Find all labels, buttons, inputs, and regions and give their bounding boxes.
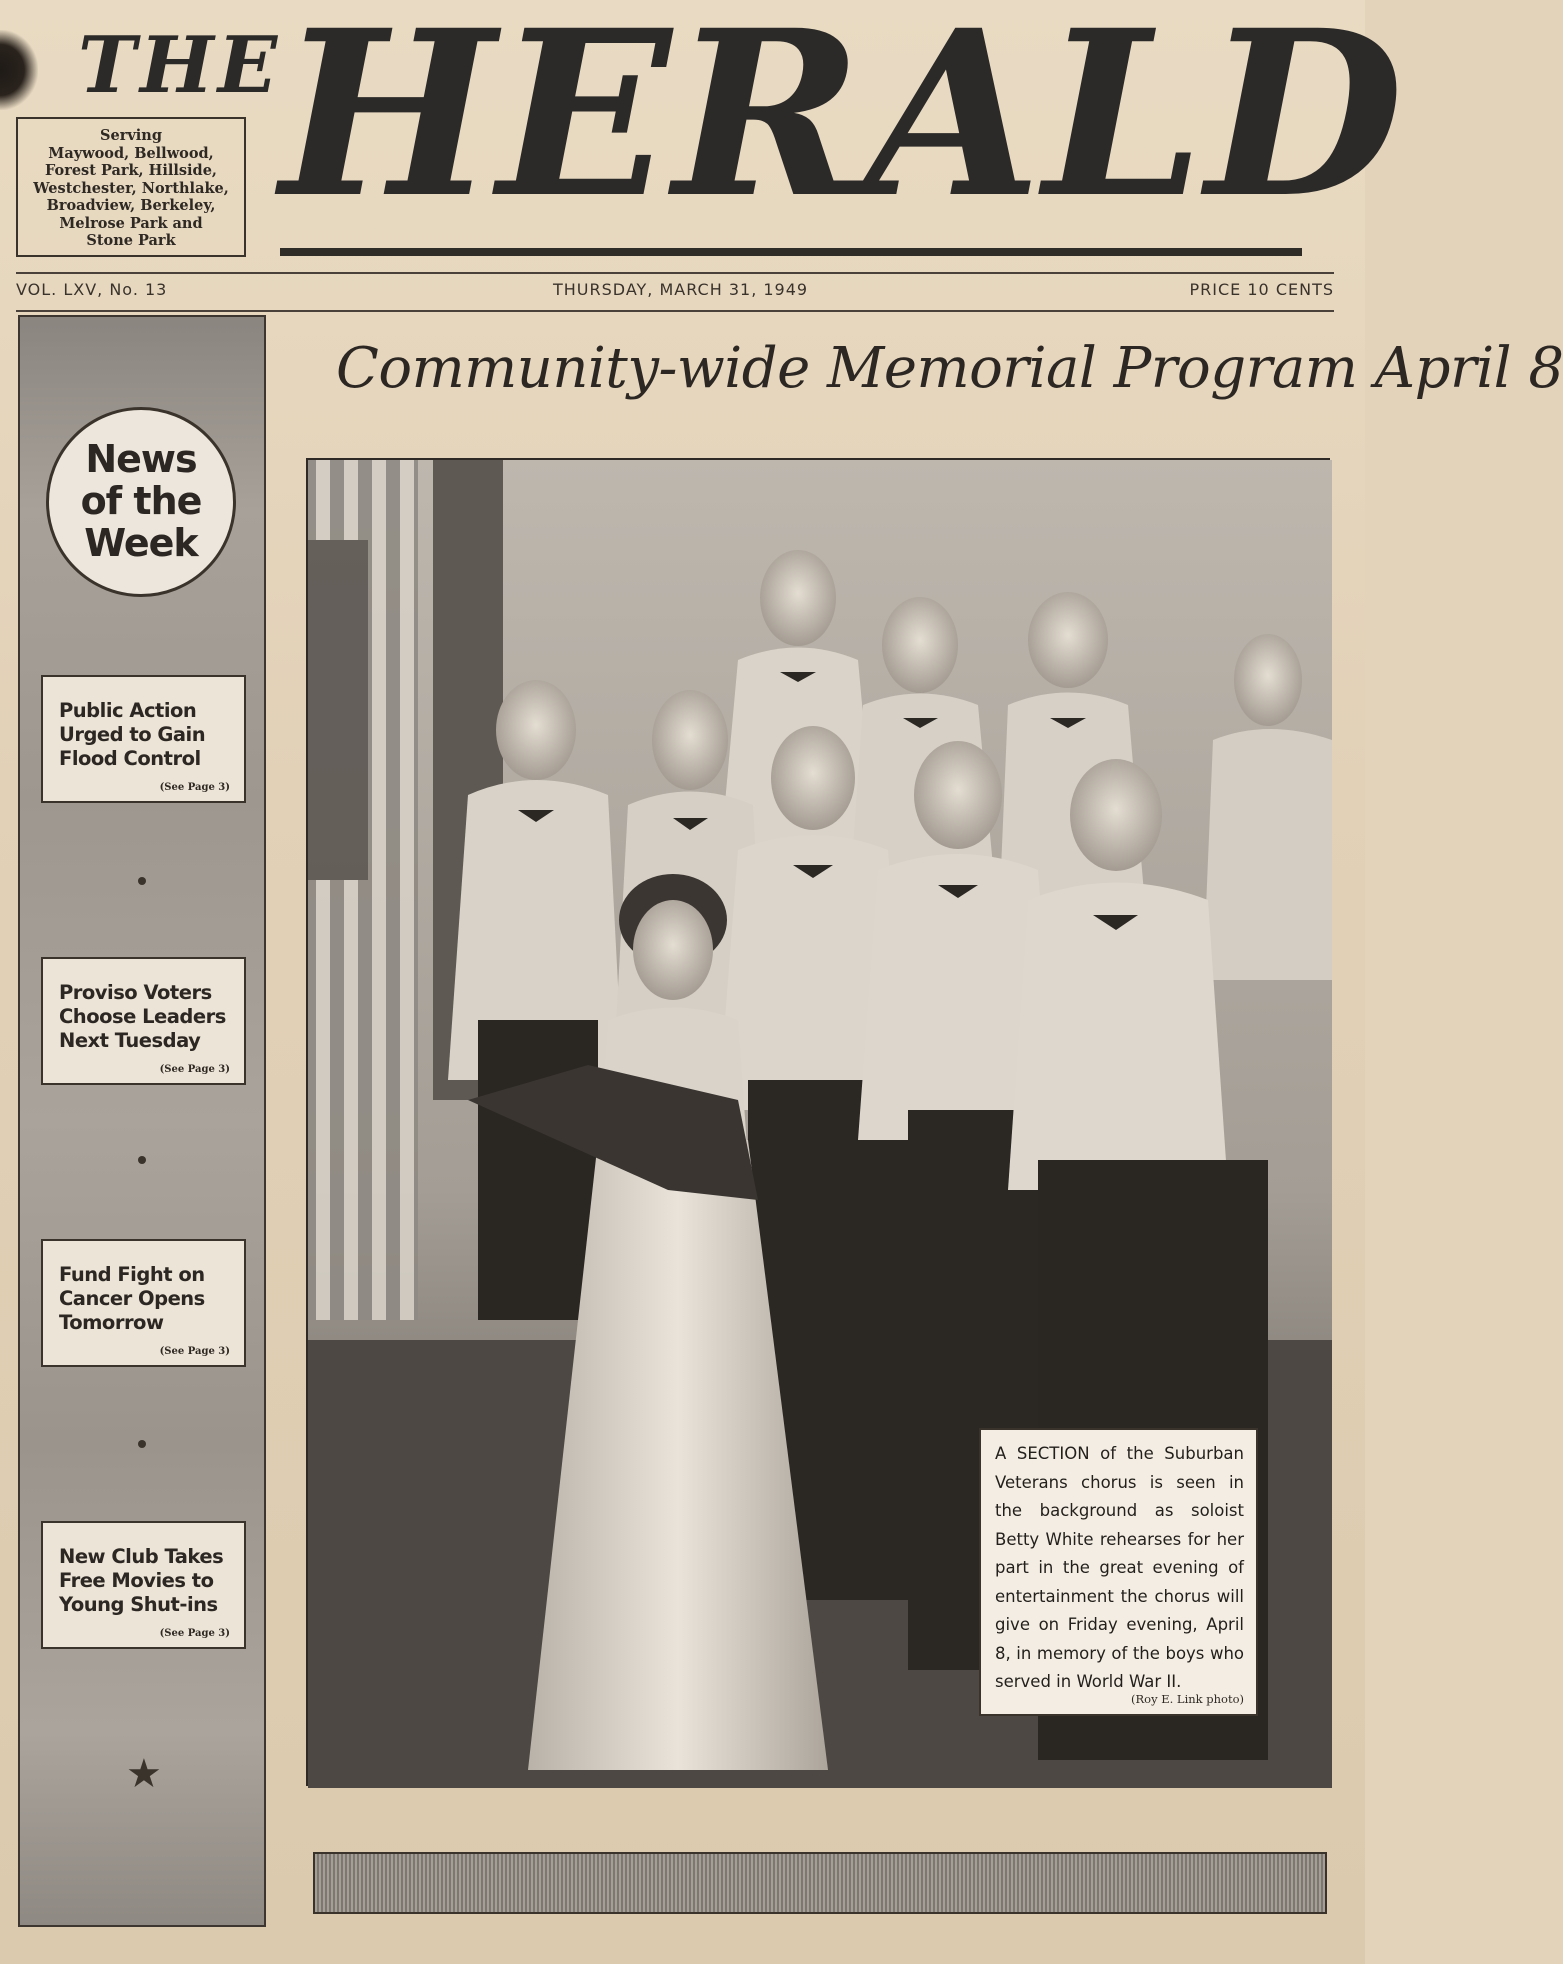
serving-line: Broadview, Berkeley, xyxy=(46,197,216,214)
price: PRICE 10 CENTS xyxy=(1189,280,1334,299)
photo-caption-box xyxy=(979,1428,1258,1716)
masthead-the: THE xyxy=(78,20,282,111)
serving-line: Forest Park, Hillside, xyxy=(45,162,217,179)
badge-line: of the xyxy=(80,479,202,523)
serving-line: Serving xyxy=(100,127,162,144)
bullet-dot xyxy=(138,877,146,885)
serving-line: Melrose Park and xyxy=(59,214,203,232)
news-brief-line: Flood Control xyxy=(59,747,201,770)
volume-number: VOL. LXV, No. 13 xyxy=(16,280,168,299)
news-brief-line: Next Tuesday xyxy=(59,1029,201,1052)
decorative-bar xyxy=(313,1852,1327,1914)
news-of-the-week-badge xyxy=(46,407,236,597)
news-brief[interactable] xyxy=(41,957,246,1085)
divider xyxy=(16,310,1334,312)
news-brief-line: Young Shut-ins xyxy=(59,1593,218,1616)
badge-line: News xyxy=(85,437,197,481)
photo-caption: A SECTION of the Suburban Veterans chorus is seen in the background as soloist Betty White rehearses for her part in the great evening of entertainment the chorus will give on Friday evening, April 8, in memory of the boys who served in World War II. xyxy=(995,1444,1244,1691)
serving-line: Westchester, Northlake, xyxy=(33,179,229,197)
news-brief-line: Public Action xyxy=(59,699,197,722)
torn-edge xyxy=(0,30,38,110)
photo-credit: (Roy E. Link photo) xyxy=(1131,1692,1244,1706)
news-brief-line: New Club Takes xyxy=(59,1545,224,1568)
star-icon: ★ xyxy=(126,1751,162,1797)
news-brief[interactable] xyxy=(41,675,246,803)
news-brief-line: Cancer Opens xyxy=(59,1287,205,1310)
serving-line: Maywood, Bellwood, xyxy=(48,144,214,162)
bullet-dot xyxy=(138,1156,146,1164)
flag xyxy=(308,460,418,1320)
main-headline: Community-wide Memorial Program April 8 xyxy=(336,336,1563,401)
see-page-note: (See Page 3) xyxy=(159,1346,230,1357)
news-brief-line: Free Movies to xyxy=(59,1569,214,1592)
news-brief-line: Proviso Voters xyxy=(59,981,212,1004)
serving-line: Stone Park xyxy=(86,232,176,249)
masthead-rule xyxy=(280,248,1302,256)
divider xyxy=(16,272,1334,274)
chorus-photo xyxy=(306,458,1330,1786)
news-brief-line: Fund Fight on xyxy=(59,1263,205,1286)
bullet-dot xyxy=(138,1440,146,1448)
news-brief-line: Choose Leaders xyxy=(59,1005,226,1028)
masthead-title: HERALD xyxy=(280,0,1406,248)
news-brief-line: Tomorrow xyxy=(59,1311,164,1334)
see-page-note: (See Page 3) xyxy=(159,782,230,793)
serving-area-box xyxy=(16,117,246,257)
see-page-note: (See Page 3) xyxy=(159,1064,230,1075)
issue-date: THURSDAY, MARCH 31, 1949 xyxy=(553,280,809,299)
badge-line: Week xyxy=(84,521,198,565)
news-brief[interactable] xyxy=(41,1521,246,1649)
news-brief-line: Urged to Gain xyxy=(59,723,206,746)
news-brief[interactable] xyxy=(41,1239,246,1367)
see-page-note: (See Page 3) xyxy=(159,1628,230,1639)
